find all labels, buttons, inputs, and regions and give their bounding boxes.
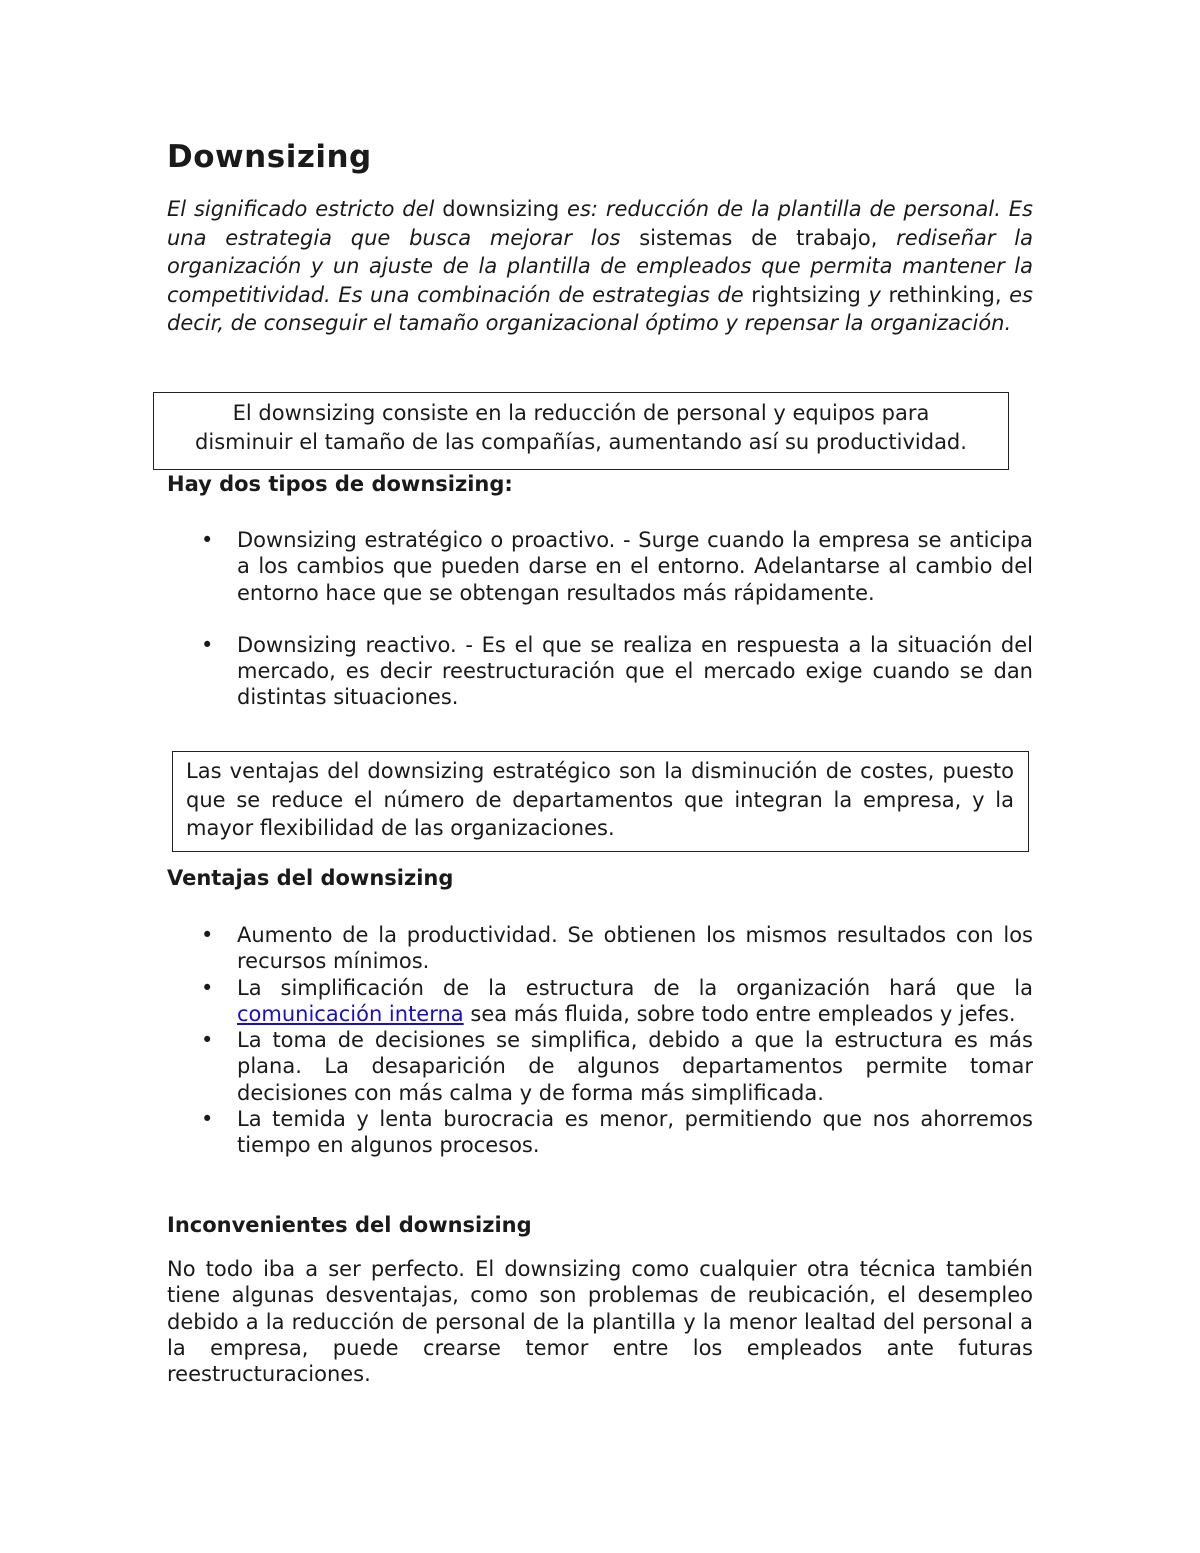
intro-term-rethinking: rethinking, [888,282,1002,307]
type-item-text: Downsizing reactivo. - Es el que se realiza en respuesta a la situación del mercado, es decir reestructuración que el mercado exige cuando se dan distintas situaciones. [237,632,1033,710]
advantages-heading: Ventajas del downsizing [167,866,454,890]
list-item [167,1027,1033,1106]
bullet-icon: • [201,528,214,552]
intro-term-rightsizing: rightsizing [751,282,861,307]
intro-text-3: sistemas de trabajo, [639,225,878,250]
bullet-icon: • [201,923,214,947]
disadvantages-heading: Inconvenientes del downsizing [167,1213,532,1237]
intro-text-2: es: reducción de la plantilla de personal. Es una estrategia que busca mejorar los [167,197,1033,250]
list-item [167,975,1033,1028]
advantage-item-text: La temida y lenta burocracia es menor, permitiendo que nos ahorremos tiempo en algunos procesos. [237,1107,1033,1158]
intro-text-6: es decir, de conseguir el tamaño organizacional óptimo y repensar la organización. [167,282,1033,336]
definition-line-2: disminuir el tamaño de las compañías, aumentando así su productividad. [195,429,967,454]
types-list [167,527,1033,711]
disadvantages-paragraph: No todo iba a ser perfecto. El downsizing como cualquier otra técnica también tiene algunas desventajas, como son problemas de reubicación, el desempleo debido a la reducción de personal de la plantilla y la menor lealtad del personal a la empresa, puede crearse temor entre los empleados ante futuras reestructuraciones. [167,1257,1033,1387]
document-title: Downsizing [167,139,372,175]
document-content [167,138,1033,1387]
advantage-item-text: Aumento de la productividad. Se obtienen los mismos resultados con los recursos mínimos. [237,923,1033,974]
bullet-icon: • [201,1107,214,1132]
bullet-icon: • [201,1028,214,1053]
list-item [167,632,1033,711]
advantages-summary-box [172,751,1029,852]
definition-box [153,392,1009,470]
intro-text-4: rediseñar la organización y un ajuste de la plantilla de empleados que permita mantener la competitividad. Es una combinación de estrategias de [167,225,1033,307]
types-heading: Hay dos tipos de downsizing: [167,472,513,496]
bullet-icon: • [201,632,214,657]
list-item [167,527,1033,606]
advantages-summary-text: Las ventajas del downsizing estratégico son la disminución de costes, puesto que se reduce el número de departamentos que integran la empresa, y la mayor flexibilidad de las organizaciones. [186,759,1014,840]
bullet-icon: • [201,975,214,1000]
advantage-item-text: La toma de decisiones se simplifica, debido a que la estructura es más plana. La desaparición de algunos departamentos permite tomar decisiones con más calma y de forma más simplificada. [237,1028,1033,1105]
advantages-list [167,922,1033,1159]
intro-paragraph [167,195,1033,338]
intro-text-1: El significado estricto del [167,197,435,221]
definition-line-1: El downsizing consiste en la reducción de personal y equipos para [232,401,930,425]
intro-text-5: y [868,282,881,307]
type-item-text: Downsizing estratégico o proactivo. - Surge cuando la empresa se anticipa a los cambios que pueden darse en el entorno. Adelantarse al cambio del entorno hace que se obtengan resultados más rápidamente. [237,528,1033,605]
internal-communication-link[interactable]: comunicación interna [237,1001,464,1026]
advantage-item-text-pre: La simplificación de la estructura de la organización hará que la [237,975,1033,1000]
intro-term-downsizing: downsizing [442,197,560,221]
list-item [167,1106,1033,1159]
advantage-item-text-post: sea más fluida, sobre todo entre empleados y jefes. [470,1001,1016,1026]
list-item [167,922,1033,975]
